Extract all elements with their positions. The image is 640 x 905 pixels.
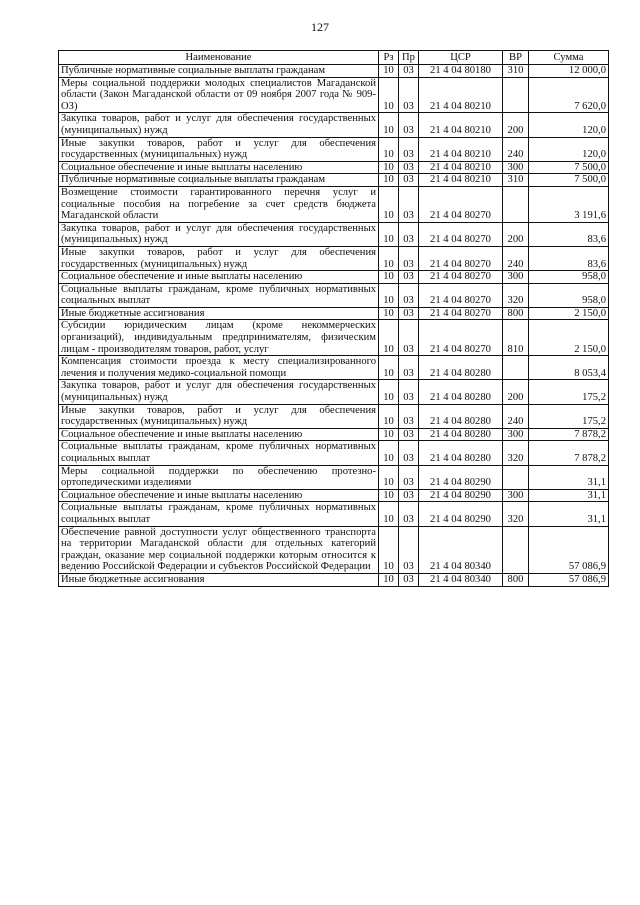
cell-csr: 21 4 04 80290 [419,465,503,489]
cell-sum: 12 000,0 [529,65,609,78]
cell-name: Социальные выплаты гражданам, кроме публичных нормативных социальных выплат [59,441,379,465]
cell-rz: 10 [379,502,399,526]
cell-vr: 310 [503,65,529,78]
cell-sum: 31,1 [529,465,609,489]
cell-csr: 21 4 04 80280 [419,441,503,465]
cell-name: Закупка товаров, работ и услуг для обеспечения государственных (муниципальных) нужд [59,380,379,404]
cell-rz: 10 [379,271,399,284]
table-row [59,404,609,428]
header-vr: ВР [503,51,529,65]
table-row [59,428,609,441]
cell-rz: 10 [379,465,399,489]
cell-sum: 175,2 [529,380,609,404]
table-row [59,77,609,113]
cell-pr: 03 [399,222,419,246]
cell-pr: 03 [399,186,419,222]
table-row [59,113,609,137]
cell-vr: 300 [503,428,529,441]
cell-rz: 10 [379,526,399,573]
cell-sum: 3 191,6 [529,186,609,222]
cell-csr: 21 4 04 80280 [419,404,503,428]
cell-csr: 21 4 04 80270 [419,307,503,320]
cell-sum: 2 150,0 [529,307,609,320]
cell-csr: 21 4 04 80210 [419,174,503,187]
cell-pr: 03 [399,174,419,187]
cell-name: Социальное обеспечение и иные выплаты населению [59,428,379,441]
cell-vr: 300 [503,489,529,502]
table-row [59,161,609,174]
cell-vr [503,526,529,573]
cell-name: Иные закупки товаров, работ и услуг для обеспечения государственных (муниципальных) нужд [59,246,379,270]
cell-pr: 03 [399,380,419,404]
header-name: Наименование [59,51,379,65]
cell-sum: 57 086,9 [529,526,609,573]
cell-vr: 810 [503,320,529,356]
cell-name: Социальное обеспечение и иные выплаты населению [59,161,379,174]
table-row [59,283,609,307]
table-row [59,320,609,356]
cell-name: Публичные нормативные социальные выплаты гражданам [59,174,379,187]
cell-csr: 21 4 04 80280 [419,380,503,404]
cell-sum: 7 878,2 [529,428,609,441]
cell-sum: 7 500,0 [529,174,609,187]
cell-rz: 10 [379,174,399,187]
cell-rz: 10 [379,307,399,320]
cell-csr: 21 4 04 80270 [419,186,503,222]
cell-pr: 03 [399,113,419,137]
cell-pr: 03 [399,502,419,526]
cell-vr: 200 [503,222,529,246]
cell-name: Субсидии юридическим лицам (кроме некоммерческих организаций), индивидуальным предпринимателям, физическим лицам - производителям товаров, работ, услуг [59,320,379,356]
cell-vr: 240 [503,246,529,270]
cell-pr: 03 [399,404,419,428]
cell-name: Социальные выплаты гражданам, кроме публичных нормативных социальных выплат [59,502,379,526]
cell-pr: 03 [399,573,419,586]
cell-vr: 300 [503,161,529,174]
table-row [59,174,609,187]
cell-name: Обеспечение равной доступности услуг общественного транспорта на территории Магаданской области для отдельных категорий граждан, оказание мер социальной поддержки которым относится к ведению Российской Федерации и субъектов Российской Федерации [59,526,379,573]
table-row [59,526,609,573]
cell-name: Возмещение стоимости гарантированного перечня услуг и социальные пособия на погребение за счет средств бюджета Магаданской области [59,186,379,222]
cell-name: Иные закупки товаров, работ и услуг для обеспечения государственных (муниципальных) нужд [59,404,379,428]
cell-sum: 57 086,9 [529,573,609,586]
cell-sum: 958,0 [529,283,609,307]
cell-vr [503,356,529,380]
cell-pr: 03 [399,161,419,174]
cell-rz: 10 [379,161,399,174]
cell-name: Публичные нормативные социальные выплаты гражданам [59,65,379,78]
cell-rz: 10 [379,573,399,586]
cell-rz: 10 [379,65,399,78]
table-body [59,65,609,587]
cell-rz: 10 [379,489,399,502]
cell-csr: 21 4 04 80270 [419,320,503,356]
cell-sum: 31,1 [529,502,609,526]
cell-pr: 03 [399,526,419,573]
cell-rz: 10 [379,428,399,441]
cell-csr: 21 4 04 80290 [419,502,503,526]
table-row [59,186,609,222]
cell-sum: 83,6 [529,246,609,270]
cell-pr: 03 [399,271,419,284]
cell-vr: 200 [503,113,529,137]
cell-name: Иные бюджетные ассигнования [59,573,379,586]
cell-pr: 03 [399,137,419,161]
cell-csr: 21 4 04 80280 [419,356,503,380]
cell-name: Закупка товаров, работ и услуг для обеспечения государственных (муниципальных) нужд [59,113,379,137]
table-header-row [59,51,609,65]
cell-sum: 7 878,2 [529,441,609,465]
cell-pr: 03 [399,65,419,78]
cell-csr: 21 4 04 80210 [419,161,503,174]
cell-sum: 2 150,0 [529,320,609,356]
cell-rz: 10 [379,113,399,137]
cell-rz: 10 [379,246,399,270]
header-rz: Рз [379,51,399,65]
cell-sum: 83,6 [529,222,609,246]
cell-rz: 10 [379,137,399,161]
cell-vr: 320 [503,283,529,307]
cell-name: Социальное обеспечение и иные выплаты населению [59,489,379,502]
cell-pr: 03 [399,283,419,307]
table-row [59,573,609,586]
cell-csr: 21 4 04 80270 [419,271,503,284]
table-row [59,489,609,502]
cell-name: Социальные выплаты гражданам, кроме публичных нормативных социальных выплат [59,283,379,307]
cell-rz: 10 [379,320,399,356]
cell-vr: 300 [503,271,529,284]
cell-pr: 03 [399,307,419,320]
cell-csr: 21 4 04 80180 [419,65,503,78]
cell-rz: 10 [379,404,399,428]
cell-vr [503,465,529,489]
cell-pr: 03 [399,246,419,270]
cell-vr: 240 [503,404,529,428]
cell-vr: 240 [503,137,529,161]
cell-name: Компенсация стоимости проезда к месту специализированного лечения и получения медико-социальной помощи [59,356,379,380]
cell-pr: 03 [399,489,419,502]
cell-pr: 03 [399,320,419,356]
cell-rz: 10 [379,380,399,404]
cell-rz: 10 [379,441,399,465]
cell-pr: 03 [399,77,419,113]
cell-rz: 10 [379,186,399,222]
table-row [59,380,609,404]
cell-vr [503,77,529,113]
table-row [59,137,609,161]
cell-sum: 8 053,4 [529,356,609,380]
table-row [59,222,609,246]
cell-vr: 800 [503,573,529,586]
cell-csr: 21 4 04 80290 [419,489,503,502]
cell-pr: 03 [399,441,419,465]
header-pr: Пр [399,51,419,65]
cell-csr: 21 4 04 80270 [419,222,503,246]
table-row [59,271,609,284]
cell-name: Иные закупки товаров, работ и услуг для обеспечения государственных (муниципальных) нужд [59,137,379,161]
cell-csr: 21 4 04 80280 [419,428,503,441]
cell-name: Закупка товаров, работ и услуг для обеспечения государственных (муниципальных) нужд [59,222,379,246]
table-row [59,441,609,465]
cell-rz: 10 [379,283,399,307]
cell-vr: 200 [503,380,529,404]
cell-csr: 21 4 04 80340 [419,573,503,586]
cell-rz: 10 [379,356,399,380]
cell-rz: 10 [379,222,399,246]
cell-csr: 21 4 04 80210 [419,113,503,137]
header-csr: ЦСР [419,51,503,65]
cell-vr: 320 [503,502,529,526]
cell-csr: 21 4 04 80210 [419,137,503,161]
cell-pr: 03 [399,356,419,380]
cell-name: Меры социальной поддержки по обеспечению протезно-ортопедическими изделиями [59,465,379,489]
cell-sum: 958,0 [529,271,609,284]
cell-csr: 21 4 04 80210 [419,77,503,113]
table-row [59,307,609,320]
cell-vr: 310 [503,174,529,187]
cell-sum: 120,0 [529,137,609,161]
budget-table [58,50,609,587]
cell-vr [503,186,529,222]
table-row [59,502,609,526]
cell-csr: 21 4 04 80270 [419,246,503,270]
table-row [59,356,609,380]
cell-csr: 21 4 04 80340 [419,526,503,573]
cell-sum: 7 620,0 [529,77,609,113]
cell-rz: 10 [379,77,399,113]
cell-sum: 175,2 [529,404,609,428]
cell-vr: 320 [503,441,529,465]
table-row [59,65,609,78]
table-row [59,465,609,489]
cell-sum: 120,0 [529,113,609,137]
table-row [59,246,609,270]
cell-name: Иные бюджетные ассигнования [59,307,379,320]
cell-name: Меры социальной поддержки молодых специалистов Магаданской области (Закон Магаданской области от 09 ноября 2007 года № 909-ОЗ) [59,77,379,113]
cell-pr: 03 [399,428,419,441]
page-number: 127 [311,20,329,34]
header-sum: Сумма [529,51,609,65]
cell-name: Социальное обеспечение и иные выплаты населению [59,271,379,284]
cell-sum: 7 500,0 [529,161,609,174]
cell-pr: 03 [399,465,419,489]
cell-csr: 21 4 04 80270 [419,283,503,307]
cell-sum: 31,1 [529,489,609,502]
cell-vr: 800 [503,307,529,320]
